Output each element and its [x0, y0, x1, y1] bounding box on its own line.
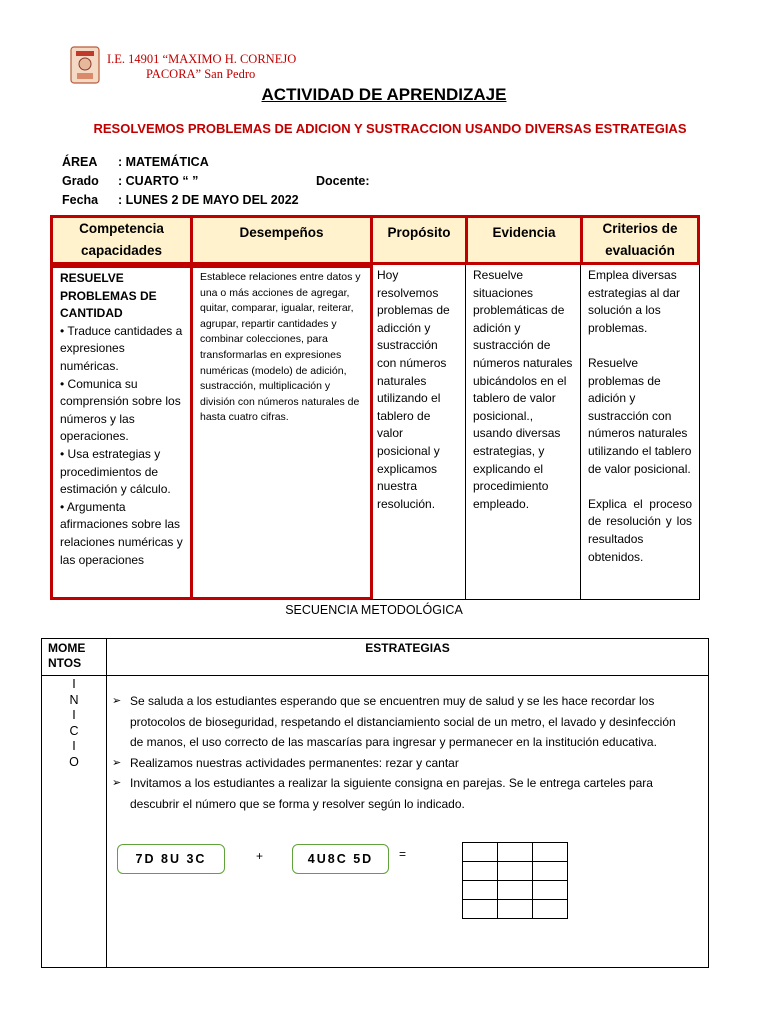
school-logo	[70, 46, 100, 84]
arrow-bullet-icon: ➢	[112, 695, 122, 707]
grado-label: Grado	[62, 174, 99, 188]
list-item: ➢ Invitamos a los estudiantes a realizar la siguiente consigna en parejas. Se le entrega carteles para descubrir el número que se forma y resolver según lo indicado.	[112, 773, 692, 814]
capacidad-item: • Argumenta afirmaciones sobre las relaciones numéricas y las operaciones	[60, 499, 183, 567]
fecha-value: : LUNES 2 DE MAYO DEL 2022	[118, 193, 299, 207]
capacidad-item: • Traduce cantidades a expresiones numéricas.	[60, 323, 183, 373]
cell-proposito	[370, 265, 465, 600]
plus-sign: +	[256, 849, 264, 863]
header-desempenos: Desempeños	[190, 215, 373, 265]
criterio-item: Resuelve problemas de adición y sustracción con números naturales utilizando el tablero de valor posicional.	[588, 355, 692, 476]
cell-competencia	[50, 265, 193, 600]
momento-inicio	[42, 677, 106, 770]
estrategias-table	[41, 638, 709, 968]
docente-label: Docente:	[316, 174, 370, 188]
grid-cell	[533, 862, 568, 881]
grid-cell	[463, 900, 498, 919]
capacidad-item: • Usa estrategias y procedimientos de estimación y cálculo.	[60, 446, 171, 497]
equals-sign: =	[399, 847, 407, 861]
area-value: : MATEMÁTICA	[118, 155, 209, 169]
criterio-item: Emplea diversas estrategias al dar solución a los problemas.	[588, 268, 681, 335]
school-name-line2: PACORA” San Pedro	[146, 67, 256, 81]
number-card-1: 7D 8U 3C	[117, 844, 225, 874]
inicio-letter: N	[69, 692, 79, 707]
list-item: ➢ Se saluda a los estudiantes esperando que se encuentren muy de salud y se les hace recordar los protocolos de bioseguridad, respetando el distanciamiento social de un metro, el lavado y desinfección de manos, el uso correcto de las mascarías para ingresar y permanecer en la institución educativa.	[112, 691, 692, 753]
capacidad-item: • Comunica su comprensión sobre los números y las operaciones.	[60, 376, 181, 444]
grid-cell	[533, 843, 568, 862]
grid-cell	[498, 900, 533, 919]
grid-cell	[533, 881, 568, 900]
competencia-title: RESUELVE PROBLEMAS DE CANTIDAD	[60, 271, 157, 321]
grid-cell	[463, 881, 498, 900]
fecha-label: Fecha	[62, 193, 99, 207]
header-evidencia: Evidencia	[465, 215, 583, 265]
header-competencia: Competencia capacidades	[50, 215, 193, 265]
cell-criterios	[580, 265, 700, 600]
header-criterios: Criterios de evaluación	[580, 215, 700, 265]
grid-cell	[463, 862, 498, 881]
grid-cell	[498, 881, 533, 900]
arrow-bullet-icon: ➢	[112, 777, 122, 789]
grid-cell	[498, 862, 533, 881]
page-subtitle: RESOLVEMOS PROBLEMAS DE ADICION Y SUSTRACCION USANDO DIVERSAS ESTRATEGIAS	[93, 121, 687, 136]
grado-value: : CUARTO “ ”	[118, 174, 199, 188]
cell-evidencia	[465, 265, 580, 600]
header-estrategias: ESTRATEGIAS	[365, 641, 450, 655]
cell-desempenos	[190, 265, 373, 600]
page-title: ACTIVIDAD DE APRENDIZAJE	[261, 85, 507, 104]
list-item: ➢ Realizamos nuestras actividades permanentes: rezar y cantar	[112, 753, 692, 774]
inicio-letter: I	[72, 708, 76, 722]
area-label: ÁREA	[62, 155, 98, 169]
number-card-2: 4U8C 5D	[292, 844, 389, 874]
grid-cell	[533, 900, 568, 919]
header-momentos: MOME NTOS	[48, 641, 86, 670]
evidencia-text: Resuelve situaciones problemáticas de adición y sustracción de números naturales ubicándolos en el tablero de valor posicional., usando diversas estrategias, y explicando el procedimiento empleado.	[473, 268, 573, 511]
strategy-list	[112, 691, 692, 814]
grid-cell	[498, 843, 533, 862]
arrow-bullet-icon: ➢	[112, 756, 122, 769]
criterio-item: Explica el proceso de resolución y los resultados obtenidos.	[588, 496, 692, 564]
header-proposito: Propósito	[370, 215, 468, 265]
inicio-letter: O	[69, 754, 79, 769]
inicio-letter: I	[72, 677, 76, 691]
desempenos-text: Establece relaciones entre datos y una o más acciones de agregar, quitar, comparar, igualar, reiterar, agrupar, repartir cantidades y combinar colecciones, para transformarlas en expresiones numéricas (modelo) de adición, sustracción, multiplicación y división con números naturales de hasta cuatro cifras.	[200, 271, 361, 424]
competencias-table	[50, 215, 700, 600]
grid-cell	[463, 843, 498, 862]
school-name-line1: I.E. 14901 “MAXIMO H. CORNEJO	[107, 52, 297, 66]
proposito-text: Hoy resolvemos problemas de adicción y sustracción con números naturales utilizando el tablero de valor posicional y explicamos nuestra resolución.	[377, 268, 450, 511]
place-value-grid	[462, 842, 568, 919]
secuencia-title: SECUENCIA METODOLÓGICA	[285, 603, 463, 617]
inicio-letter: I	[72, 739, 76, 753]
inicio-letter: C	[69, 723, 79, 738]
